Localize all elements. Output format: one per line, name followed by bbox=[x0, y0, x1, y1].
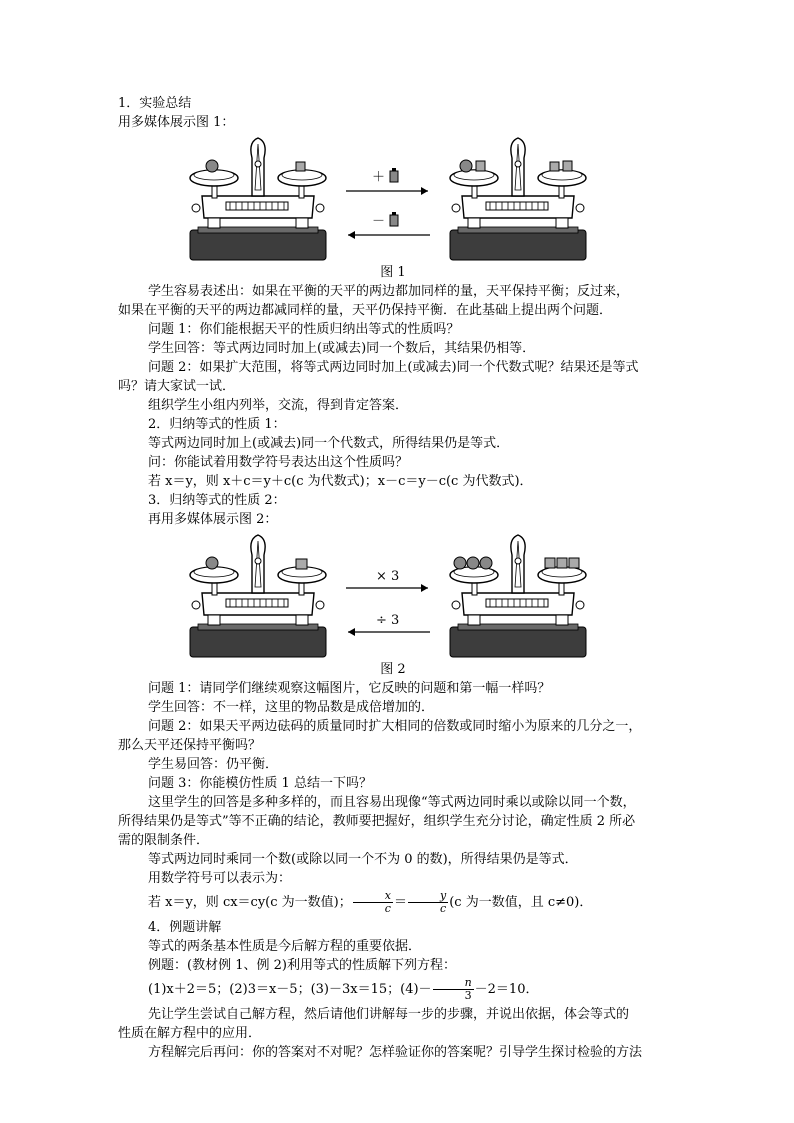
minus-label: － bbox=[372, 214, 386, 229]
section-heading: 4．例题讲解 bbox=[148, 920, 222, 935]
paragraph: 性质在解方程中的应用． bbox=[118, 1026, 262, 1041]
balance-scale-left bbox=[182, 134, 334, 262]
arrows-add-subtract bbox=[342, 153, 434, 243]
figure-caption: 图 2 bbox=[380, 662, 406, 677]
paragraph: 需的限制条件． bbox=[118, 833, 210, 848]
paragraph: 等式的两条基本性质是今后解方程的重要依据． bbox=[148, 939, 422, 954]
answer: 学生回答：不一样，这里的物品数是成倍增加的． bbox=[148, 700, 435, 715]
question: 问题 3：你能模仿性质 1 总结一下吗？ bbox=[148, 776, 372, 791]
balance-scale-right bbox=[442, 531, 594, 659]
question: 那么天平还保持平衡吗？ bbox=[118, 738, 262, 753]
rule: 等式两边同时加上(或减去)同一个代数式，所得结果仍是等式． bbox=[148, 436, 510, 451]
weight-icon bbox=[390, 168, 398, 182]
paragraph: 学生容易表述出：如果在平衡的天平的两边都加同样的量，天平保持平衡；反过来， bbox=[148, 284, 630, 299]
fraction: $\frac{n}{3}$ bbox=[433, 977, 474, 1002]
question: 问题 2：如果天平两边砝码的质量同时扩大相同的倍数或同时缩小为原来的几分之一， bbox=[148, 719, 642, 734]
figure-caption: 图 1 bbox=[380, 265, 406, 280]
paragraph: 方程解完后再问：你的答案对不对呢？怎样验证你的答案呢？引导学生探讨检验的方法 bbox=[148, 1045, 643, 1060]
formula-text: 若 x＝y，则 cx＝cy(c 为一数值)； bbox=[148, 895, 352, 910]
paragraph: 用多媒体展示图 1： bbox=[118, 115, 235, 130]
question: 问题 1：请同学们继续观察这幅图片，它反映的问题和第一幅一样吗？ bbox=[148, 681, 551, 696]
formula: 若 x＝y，则 cx＝cy(c 为一数值)； $\frac{x}{c}$ ＝ $\frac{y}{c}$ (c 为一数值，且 c≠0)． bbox=[148, 889, 593, 915]
rule: 等式两边同时乘同一个数(或除以同一个不为 0 的数)，所得结果仍是等式． bbox=[148, 852, 578, 867]
paragraph: 如果在平衡的天平的两边都减同样的量，天平仍保持平衡．在此基础上提出两个问题． bbox=[118, 303, 613, 318]
paragraph: 用数学符号可以表示为： bbox=[148, 871, 292, 886]
document-body bbox=[118, 94, 678, 1062]
multiply-label: × 3 bbox=[376, 569, 400, 584]
section-heading: 1．实验总结 bbox=[118, 96, 192, 111]
question: 问：你能试着用数学符号表达出这个性质吗？ bbox=[148, 455, 409, 470]
question: 吗？请大家试一试． bbox=[118, 379, 236, 394]
figure-1 bbox=[98, 132, 678, 264]
section-heading: 2．归纳等式的性质 1： bbox=[148, 417, 286, 432]
divide-label: ÷ 3 bbox=[376, 613, 400, 628]
balance-scale-left bbox=[182, 531, 334, 659]
question: 问题 2：如果扩大范围，将等式两边同时加上(或减去)同一个代数式呢？结果还是等式 bbox=[148, 360, 639, 375]
figure-2 bbox=[98, 529, 678, 661]
section-heading: 3．归纳等式的性质 2： bbox=[148, 493, 286, 508]
answer: 学生回答：等式两边同时加上(或减去)同一个数后，其结果仍相等． bbox=[148, 341, 536, 356]
paragraph: 组织学生小组内列举，交流，得到肯定答案． bbox=[148, 398, 409, 413]
equation-list: (1)x＋2＝5；(2)3＝x－5；(3)－3x＝15；(4)－ $\frac{n}{3}$ －2＝10． bbox=[148, 976, 539, 1002]
formula: 若 x＝y，则 x＋c＝y＋c(c 为代数式)；x－c＝y－c(c 为代数式)． bbox=[148, 474, 533, 489]
plus-label: ＋ bbox=[372, 170, 386, 185]
fraction: $\frac{y}{c}$ bbox=[408, 890, 448, 915]
formula-text: (c 为一数值，且 c≠0)． bbox=[449, 895, 593, 910]
paragraph: 所得结果仍是等式”等不正确的结论，教师要把握好，组织学生充分讨论，确定性质 2 所必 bbox=[118, 814, 636, 829]
answer: 学生易回答：仍平衡． bbox=[148, 757, 279, 772]
question: 问题 1：你们能根据天平的性质归纳出等式的性质吗？ bbox=[148, 322, 460, 337]
paragraph: 这里学生的回答是多种多样的，而且容易出现像“等式两边同时乘以或除以同一个数， bbox=[148, 795, 636, 810]
paragraph: 例题：(教材例 1、例 2)利用等式的性质解下列方程： bbox=[148, 958, 456, 973]
paragraph: 先让学生尝试自己解方程，然后请他们讲解每一步的步骤，并说出依据，体会等式的 bbox=[148, 1007, 630, 1022]
arrows-multiply-divide bbox=[342, 550, 434, 640]
paragraph: 再用多媒体展示图 2： bbox=[148, 512, 278, 527]
weight-icon bbox=[390, 212, 398, 226]
balance-scale-right bbox=[442, 134, 594, 262]
fraction: $\frac{x}{c}$ bbox=[353, 890, 393, 915]
